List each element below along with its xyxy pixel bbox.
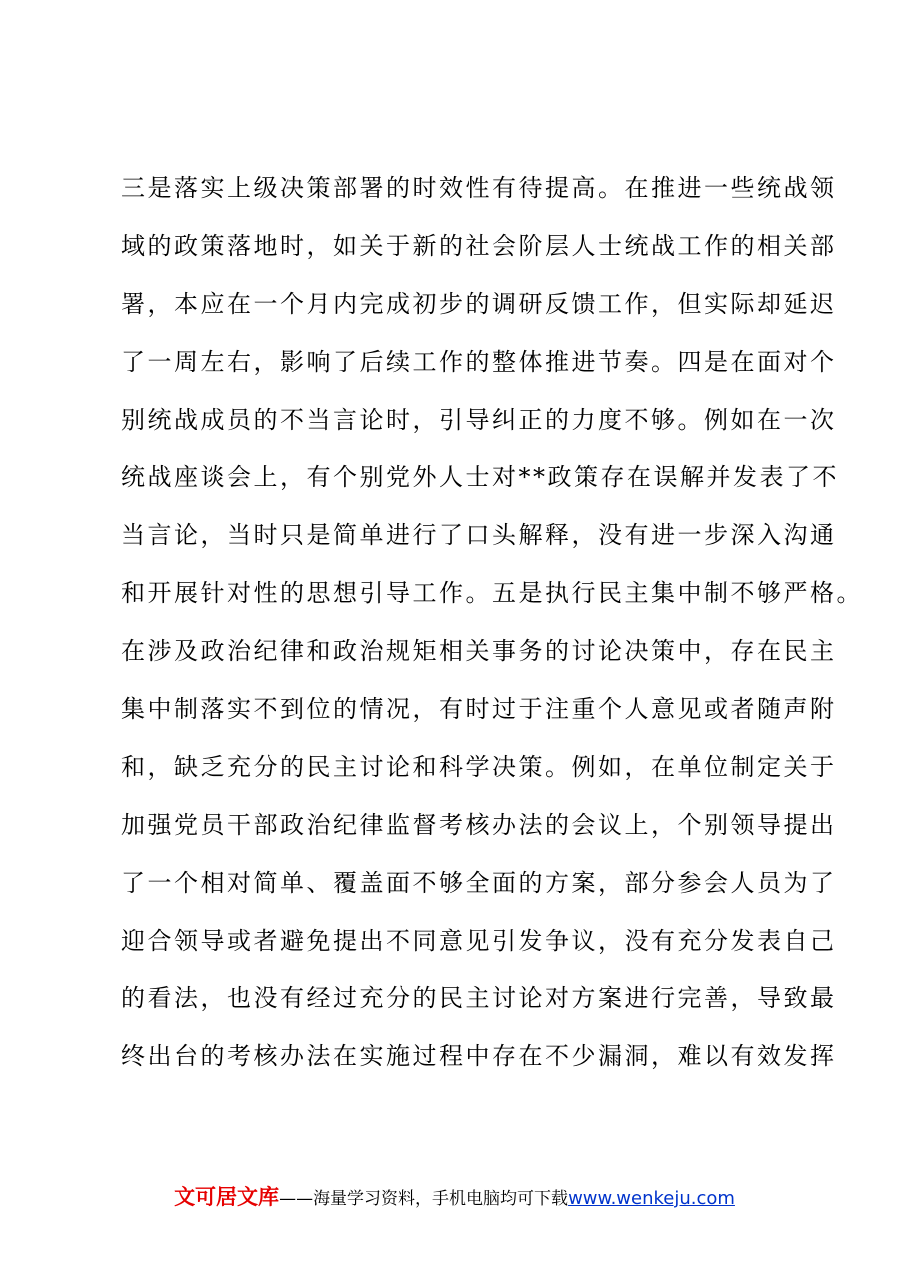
footer-tagline: ——海量学习资料，手机电脑均可下载 (279, 1189, 569, 1209)
text-line: 加强党员干部政治纪律监督考核办法的会议上，个别领导提出 (121, 810, 837, 839)
text-line: 集中制落实不到位的情况，有时过于注重个人意见或者随声附 (121, 695, 837, 724)
text-line: 统战座谈会上，有个别党外人士对**政策存在误解并发表了不 (121, 463, 839, 492)
text-line: 在涉及政治纪律和政治规矩相关事务的讨论决策中，存在民主 (121, 637, 837, 666)
text-line: 终出台的考核办法在实施过程中存在不少漏洞，难以有效发挥 (121, 1042, 837, 1071)
brand-name: 文可居文库 (174, 1185, 280, 1209)
document-body (121, 160, 863, 1086)
text-line: 别统战成员的不当言论时，引导纠正的力度不够。例如在一次 (121, 405, 837, 434)
text-line: 当言论，当时只是简单进行了口头解释，没有进一步深入沟通 (121, 521, 837, 550)
text-line: 了一周左右，影响了后续工作的整体推进节奏。四是在面对个 (121, 347, 837, 376)
text-line: 了一个相对简单、覆盖面不够全面的方案，部分参会人员为了 (121, 868, 837, 897)
page-footer (0, 1182, 909, 1214)
text-line: 署，本应在一个月内完成初步的调研反馈工作，但实际却延迟 (121, 289, 837, 318)
text-line: 和，缺乏充分的民主讨论和科学决策。例如，在单位制定关于 (121, 752, 837, 781)
website-link[interactable]: www.wenkeju.com (568, 1188, 735, 1209)
text-line: 域的政策落地时，如关于新的社会阶层人士统战工作的相关部 (121, 231, 837, 260)
text-line: 迎合领导或者避免提出不同意见引发争议，没有充分发表自己 (121, 926, 837, 955)
text-line: 的看法，也没有经过充分的民主讨论对方案进行完善，导致最 (121, 984, 837, 1013)
text-line: 三是落实上级决策部署的时效性有待提高。在推进一些统战领 (121, 174, 837, 202)
text-line: 和开展针对性的思想引导工作。五是执行民主集中制不够严格。 (121, 579, 863, 608)
